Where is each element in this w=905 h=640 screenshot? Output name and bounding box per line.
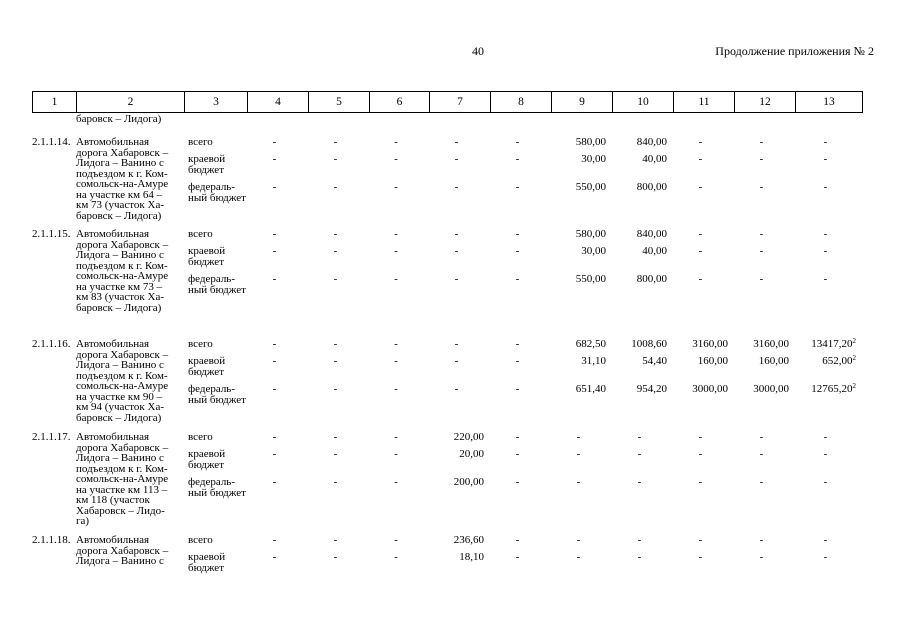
continuation-title: Продолжение приложения № 2 <box>715 44 874 58</box>
empty-value-dash: - <box>394 338 398 350</box>
object-name-line: Автомобильная <box>76 136 150 148</box>
empty-value-dash: - <box>823 534 828 546</box>
empty-value-dash: - <box>272 534 277 546</box>
funding-value: 1008,60 <box>631 338 667 350</box>
empty-value-dash: - <box>823 431 828 443</box>
row-number: 2.1.1.14. <box>32 136 71 148</box>
empty-value-dash: - <box>823 245 828 257</box>
funding-source-label: всего <box>188 431 213 443</box>
empty-value-dash: - <box>515 228 520 240</box>
empty-value-dash: - <box>823 228 828 240</box>
empty-value-dash: - <box>333 245 338 257</box>
object-name-line: подъездом к г. Ком- <box>76 369 168 382</box>
object-name-line: сомольск-на-Амуре <box>76 178 169 190</box>
empty-value-dash: - <box>394 136 398 148</box>
funding-source-label: краевой <box>188 245 226 257</box>
object-name-line: на участке км 113 – <box>76 483 168 496</box>
empty-value-dash: - <box>576 534 581 546</box>
funding-value: 800,00 <box>636 181 667 193</box>
funding-source-label: ный бюджет <box>188 393 246 406</box>
funding-value: 20,00 <box>459 448 484 460</box>
empty-value-dash: - <box>515 431 520 443</box>
funding-source-label: ный бюджет <box>188 486 246 499</box>
empty-value-dash: - <box>394 228 398 240</box>
empty-value-dash: - <box>454 383 459 395</box>
empty-value-dash: - <box>272 153 277 165</box>
object-name-line: Автомобильная <box>76 338 150 350</box>
empty-value-dash: - <box>454 273 459 285</box>
funding-source-label: краевой <box>188 448 226 460</box>
funding-source-label: краевой <box>188 153 226 165</box>
object-name-line: км 118 (участок <box>76 494 150 506</box>
funding-source-label: всего <box>188 338 213 350</box>
funding-value: 13417,20$^2$ <box>811 337 856 350</box>
empty-value-dash: - <box>823 181 828 193</box>
column-header-13: 13 <box>796 92 863 113</box>
empty-value-dash: - <box>515 476 520 488</box>
empty-value-dash: - <box>394 355 398 367</box>
empty-value-dash: - <box>333 448 338 460</box>
empty-value-dash: - <box>272 228 277 240</box>
funding-source-label: бюджет <box>188 458 224 471</box>
funding-value: 220,00 <box>453 431 484 443</box>
empty-value-dash: - <box>698 153 703 165</box>
object-name-line: км 94 (участок Ха- <box>76 401 165 413</box>
empty-value-dash: - <box>515 383 520 395</box>
funding-source-label: федераль- <box>188 181 235 193</box>
empty-value-dash: - <box>698 476 703 488</box>
empty-value-dash: - <box>698 245 703 257</box>
funding-source-label: федераль- <box>188 273 235 285</box>
object-name-line: дорога Хабаровск – <box>76 544 169 557</box>
column-header-1: 1 <box>33 92 77 113</box>
column-header-2: 2 <box>77 92 185 113</box>
empty-value-dash: - <box>272 383 277 395</box>
carryover-text: баровск – Лидога) <box>76 113 162 125</box>
empty-value-dash: - <box>823 136 828 148</box>
empty-value-dash: - <box>454 181 459 193</box>
funding-value: 200,00 <box>453 476 484 488</box>
empty-value-dash: - <box>759 228 764 240</box>
object-name-line: сомольск-на-Амуре <box>76 473 169 485</box>
object-name-line: на участке км 73 – <box>76 280 163 293</box>
column-header-8: 8 <box>491 92 552 113</box>
row-number: 2.1.1.18. <box>32 534 71 546</box>
funding-source-label: бюджет <box>188 255 224 268</box>
object-name-line: Лидога – Ванино с <box>76 452 164 464</box>
empty-value-dash: - <box>272 273 277 285</box>
empty-value-dash: - <box>823 448 828 460</box>
object-name-line: дорога Хабаровск – <box>76 348 169 361</box>
empty-value-dash: - <box>759 476 764 488</box>
funding-source-label: всего <box>188 228 213 240</box>
column-header-9: 9 <box>552 92 613 113</box>
empty-value-dash: - <box>637 448 642 460</box>
object-name-line: км 83 (участок Ха- <box>76 291 165 303</box>
empty-value-dash: - <box>698 273 703 285</box>
empty-value-dash: - <box>823 273 828 285</box>
object-name-line: дорога Хабаровск – <box>76 146 169 159</box>
empty-value-dash: - <box>333 476 338 488</box>
column-header-12: 12 <box>735 92 796 113</box>
empty-value-dash: - <box>333 153 338 165</box>
funding-value: 160,00 <box>697 355 728 367</box>
column-header-3: 3 <box>185 92 248 113</box>
empty-value-dash: - <box>759 431 764 443</box>
empty-value-dash: - <box>394 181 398 193</box>
object-name-line: баровск – Лидога) <box>76 411 162 424</box>
object-name-line: дорога Хабаровск – <box>76 441 169 454</box>
object-name-line: га) <box>76 515 90 527</box>
row-number: 2.1.1.15. <box>32 228 71 240</box>
object-name-line: баровск – Лидога) <box>76 209 162 222</box>
object-name-line: на участке км 64 – <box>76 188 163 201</box>
empty-value-dash: - <box>272 338 277 350</box>
empty-value-dash: - <box>272 448 277 460</box>
object-name-line: Автомобильная <box>76 431 150 443</box>
empty-value-dash: - <box>759 273 764 285</box>
empty-value-dash: - <box>698 181 703 193</box>
column-header-7: 7 <box>430 92 491 113</box>
empty-value-dash: - <box>823 476 828 488</box>
empty-value-dash: - <box>637 551 642 563</box>
empty-value-dash: - <box>759 245 764 257</box>
funding-value: 580,00 <box>575 228 606 240</box>
empty-value-dash: - <box>333 534 338 546</box>
empty-value-dash: - <box>272 476 277 488</box>
funding-value: 954,20 <box>636 383 667 395</box>
object-name-line: баровск – Лидога) <box>76 301 162 314</box>
funding-value: 651,40 <box>575 383 606 395</box>
funding-value: 3160,00 <box>753 338 789 350</box>
funding-value: 30,00 <box>581 153 606 165</box>
empty-value-dash: - <box>515 551 520 563</box>
object-name-line: Лидога – Ванино с <box>76 249 164 261</box>
empty-value-dash: - <box>272 551 277 563</box>
empty-value-dash: - <box>698 448 703 460</box>
empty-value-dash: - <box>333 431 338 443</box>
empty-value-dash: - <box>576 476 581 488</box>
empty-value-dash: - <box>515 181 520 193</box>
empty-value-dash: - <box>333 338 338 350</box>
funding-source-label: федераль- <box>188 383 235 395</box>
empty-value-dash: - <box>454 338 459 350</box>
funding-value: 40,00 <box>642 153 667 165</box>
page-number: 40 <box>472 44 484 58</box>
funding-source-label: бюджет <box>188 163 224 176</box>
object-name-line: Хабаровск – Лидо- <box>76 504 165 517</box>
empty-value-dash: - <box>698 534 703 546</box>
empty-value-dash: - <box>394 431 398 443</box>
object-name-line: Автомобильная <box>76 534 150 546</box>
object-name-line: дорога Хабаровск – <box>76 238 169 251</box>
object-name-line: км 73 (участок Ха- <box>76 199 165 211</box>
object-name-line: Лидога – Ванино с <box>76 359 164 371</box>
column-header-5: 5 <box>309 92 370 113</box>
funding-value: 580,00 <box>575 136 606 148</box>
empty-value-dash: - <box>637 431 642 443</box>
empty-value-dash: - <box>394 245 398 257</box>
funding-value: 800,00 <box>636 273 667 285</box>
empty-value-dash: - <box>759 534 764 546</box>
empty-value-dash: - <box>637 476 642 488</box>
column-header-6: 6 <box>370 92 430 113</box>
funding-value: 550,00 <box>575 273 606 285</box>
empty-value-dash: - <box>333 551 338 563</box>
row-number: 2.1.1.16. <box>32 338 71 350</box>
empty-value-dash: - <box>823 551 828 563</box>
funding-value: 840,00 <box>636 228 667 240</box>
funding-value: 12765,20$^2$ <box>811 382 856 395</box>
object-name-line: подъездом к г. Ком- <box>76 167 168 180</box>
funding-value: 236,60 <box>453 534 484 546</box>
funding-source-label: федераль- <box>188 476 235 488</box>
empty-value-dash: - <box>698 136 703 148</box>
empty-value-dash: - <box>454 228 459 240</box>
funding-source-label: всего <box>188 534 213 546</box>
empty-value-dash: - <box>759 153 764 165</box>
empty-value-dash: - <box>823 153 828 165</box>
object-name-line: подъездом к г. Ком- <box>76 259 168 272</box>
funding-value: 3000,00 <box>753 383 789 395</box>
funding-source-label: бюджет <box>188 365 224 378</box>
empty-value-dash: - <box>759 136 764 148</box>
empty-value-dash: - <box>576 448 581 460</box>
empty-value-dash: - <box>759 181 764 193</box>
funding-source-label: краевой <box>188 355 226 367</box>
funding-value: 160,00 <box>758 355 789 367</box>
funding-source-label: ный бюджет <box>188 283 246 296</box>
object-name-line: Лидога – Ванино с <box>76 555 164 567</box>
funding-source-label: краевой <box>188 551 226 563</box>
empty-value-dash: - <box>454 355 459 367</box>
empty-value-dash: - <box>333 383 338 395</box>
empty-value-dash: - <box>576 551 581 563</box>
funding-value: 682,50 <box>575 338 606 350</box>
empty-value-dash: - <box>759 551 764 563</box>
funding-source-label: ный бюджет <box>188 191 246 204</box>
funding-value: 550,00 <box>575 181 606 193</box>
empty-value-dash: - <box>698 431 703 443</box>
funding-value: 30,00 <box>581 245 606 257</box>
empty-value-dash: - <box>272 355 277 367</box>
funding-source-label: всего <box>188 136 213 148</box>
empty-value-dash: - <box>454 136 459 148</box>
empty-value-dash: - <box>333 136 338 148</box>
empty-value-dash: - <box>515 338 520 350</box>
empty-value-dash: - <box>515 448 520 460</box>
empty-value-dash: - <box>394 551 398 563</box>
empty-value-dash: - <box>333 181 338 193</box>
empty-value-dash: - <box>333 355 338 367</box>
funding-value: 31,10 <box>581 355 606 367</box>
empty-value-dash: - <box>394 153 398 165</box>
empty-value-dash: - <box>272 431 277 443</box>
empty-value-dash: - <box>515 355 520 367</box>
empty-value-dash: - <box>394 448 398 460</box>
empty-value-dash: - <box>394 273 398 285</box>
funding-value: 40,00 <box>642 245 667 257</box>
empty-value-dash: - <box>394 534 398 546</box>
empty-value-dash: - <box>272 181 277 193</box>
object-name-line: Автомобильная <box>76 228 150 240</box>
empty-value-dash: - <box>333 273 338 285</box>
funding-source-label: бюджет <box>188 561 224 574</box>
empty-value-dash: - <box>698 228 703 240</box>
row-number: 2.1.1.17. <box>32 431 71 443</box>
empty-value-dash: - <box>272 136 277 148</box>
empty-value-dash: - <box>637 534 642 546</box>
funding-value: 54,40 <box>642 355 667 367</box>
empty-value-dash: - <box>515 534 520 546</box>
object-name-line: сомольск-на-Амуре <box>76 270 169 282</box>
column-header-10: 10 <box>613 92 674 113</box>
empty-value-dash: - <box>698 551 703 563</box>
funding-value: 3000,00 <box>692 383 728 395</box>
empty-value-dash: - <box>515 273 520 285</box>
object-name-line: на участке км 90 – <box>76 390 163 403</box>
empty-value-dash: - <box>454 153 459 165</box>
empty-value-dash: - <box>515 245 520 257</box>
empty-value-dash: - <box>515 136 520 148</box>
empty-value-dash: - <box>759 448 764 460</box>
funding-value: 18,10 <box>459 551 484 563</box>
object-name-line: подъездом к г. Ком- <box>76 462 168 475</box>
funding-value: 840,00 <box>636 136 667 148</box>
object-name-line: Лидога – Ванино с <box>76 157 164 169</box>
empty-value-dash: - <box>394 476 398 488</box>
object-name-line: сомольск-на-Амуре <box>76 380 169 392</box>
empty-value-dash: - <box>454 245 459 257</box>
funding-value: 652,00$^2$ <box>822 354 856 367</box>
empty-value-dash: - <box>394 383 398 395</box>
column-header-4: 4 <box>248 92 309 113</box>
empty-value-dash: - <box>333 228 338 240</box>
empty-value-dash: - <box>515 153 520 165</box>
empty-value-dash: - <box>272 245 277 257</box>
empty-value-dash: - <box>576 431 581 443</box>
funding-value: 3160,00 <box>692 338 728 350</box>
column-header-11: 11 <box>674 92 735 113</box>
